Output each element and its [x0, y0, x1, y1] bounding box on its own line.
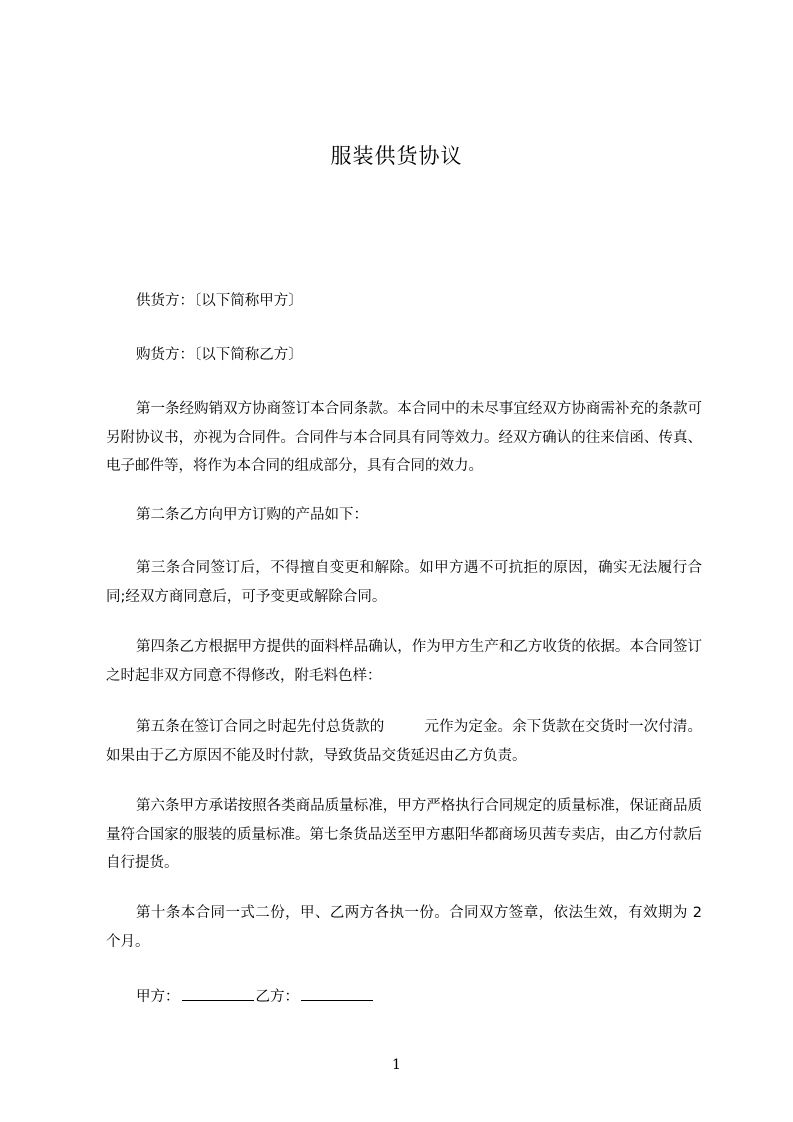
article-5-part1: 第五条在签订合同之时起先付总货款的: [136, 719, 385, 735]
party-a-signature-blank: [182, 985, 254, 1001]
party-b-signature-blank: [301, 985, 373, 1001]
article-5-part2: 元作为定金。余下货款在交货时一次付清。如果由于乙方原因不能及时付款，导致货品交货延迟由乙方负责。: [106, 719, 703, 764]
article-3: 第三条合同签订后，不得擅自变更和解除。如甲方遇不可抗拒的原因，确实无法履行合同;经双方商同意后，可予变更或解除合同。: [106, 560, 702, 605]
signature-line: [136, 985, 375, 1007]
article-6: 第六条甲方承诺按照各类商品质量标准，甲方严格执行合同规定的质量标准，保证商品质量符合国家的服装的质量标准。第七条货品送至甲方惠阳华都商场贝茜专卖店，由乙方付款后自行提货。: [106, 798, 702, 871]
article-5: [106, 713, 702, 770]
party-a-label: 甲方：: [136, 989, 180, 1005]
supplier-line: 供货方：〔以下简称甲方〕: [136, 293, 303, 309]
article-2: 第二条乙方向甲方订购的产品如下：: [136, 507, 368, 523]
buyer-line: 购货方：〔以下简称乙方〕: [136, 347, 303, 363]
page-number: 1: [392, 1057, 401, 1073]
article-1: 第一条经购销双方协商签订本合同条款。本合同中的未尽事宜经双方协商需补充的条款可另附协议书，亦视为合同件。合同件与本合同具有同等效力。经双方确认的往来信函、传真、电子邮件等，将作为本合同的组成部分，具有合同的效力。: [106, 401, 702, 474]
document-title: 服装供货协议: [330, 144, 463, 168]
party-b-label: 乙方：: [255, 989, 299, 1005]
article-10: 第十条本合同一式二份，甲、乙两方各执一份。合同双方签章，依法生效，有效期为 2 个月。: [106, 905, 702, 950]
article-4: 第四条乙方根据甲方提供的面料样品确认，作为甲方生产和乙方收货的依据。本合同签订之时起非双方同意不得修改，附毛料色样：: [106, 639, 702, 684]
